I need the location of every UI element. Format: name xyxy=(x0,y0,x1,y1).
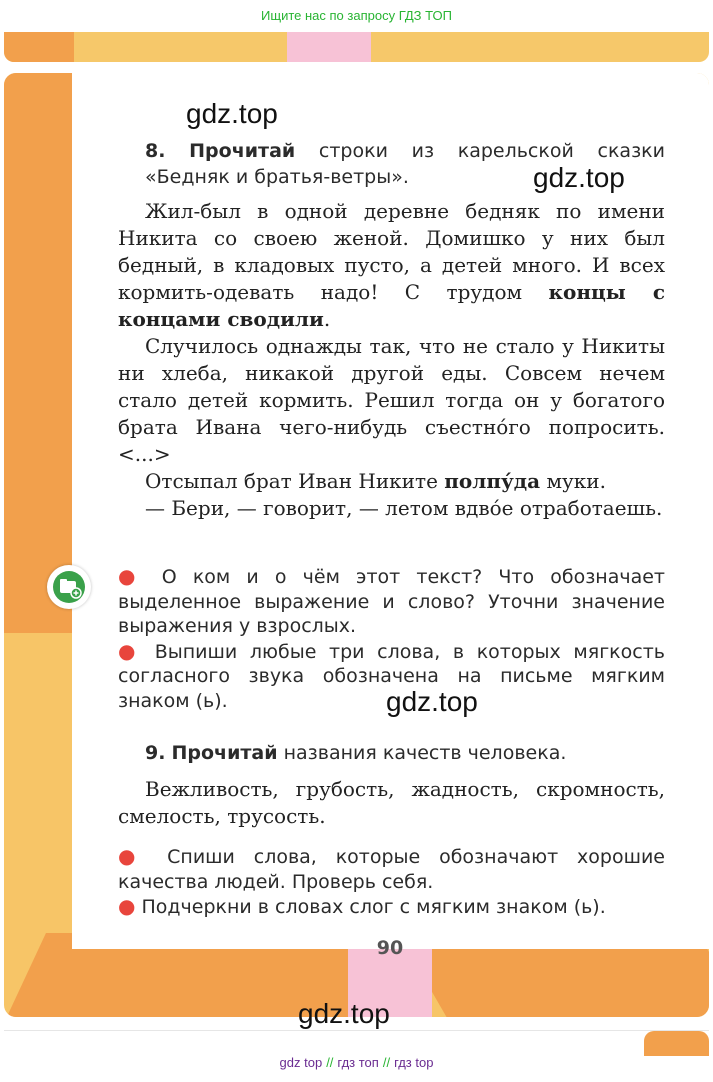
exercise-9-tasks xyxy=(118,844,665,920)
task-2-text: Выпиши любые три слова, в которых мягкость согласного звука обозначена на письме мягким знаком (ь). xyxy=(118,640,665,712)
exercise-8-instruction: строки из карельской сказки «Бедняк и братья-ветры». xyxy=(145,140,665,188)
story-paragraph-3 xyxy=(118,468,665,495)
watermark: gdz.top xyxy=(386,686,478,717)
footer-separator: // xyxy=(326,1055,334,1070)
next-page-corner-decor xyxy=(644,1031,709,1056)
exercise-9-task-1 xyxy=(118,844,665,894)
exercise-8-number: 8. xyxy=(145,140,166,162)
background-orange-left xyxy=(4,73,72,633)
exercise-8-verb: Прочитай xyxy=(189,140,296,162)
exercise-9-words: Вежливость, грубость, жадность, скромность, смелость, трусость. xyxy=(118,777,665,828)
highlighted-expression: концы с концами сводили xyxy=(118,280,666,331)
folder-plus-icon-graphic xyxy=(51,569,87,605)
footer-separator: // xyxy=(382,1055,391,1070)
story-p1-end: . xyxy=(323,307,331,331)
watermark: gdz.top xyxy=(186,98,278,129)
footer-links xyxy=(0,1055,713,1075)
page-number: 90 xyxy=(376,937,404,959)
story-p3-end: муки. xyxy=(546,469,606,493)
highlighted-word: полпу́да xyxy=(444,469,541,493)
exercise-9-heading xyxy=(145,740,665,766)
task-1-text: О ком и о чём этот текст? Что обозначает выделенное выражение и слово? Уточни значение выражения у взрослых. xyxy=(118,566,665,637)
bullet-icon: ● xyxy=(118,638,143,663)
exercise-9-verb: Прочитай xyxy=(171,742,278,764)
exercise-9-instruction: названия качеств человека. xyxy=(283,742,567,764)
watermark: gdz.top xyxy=(533,162,625,193)
footer-link[interactable]: gdz top xyxy=(279,1055,323,1070)
bullet-icon: ● xyxy=(118,894,136,918)
story-paragraph-2: Случилось однажды так, что не стало у Никиты ни хлеба, никакой другой еды. Совсем нечем стало детей кормить. Решил тогда он у богатого брата Ивана чего-нибудь съестно́го попросить. <...> xyxy=(118,334,665,466)
folder-plus-icon[interactable] xyxy=(47,565,91,609)
bullet-icon: ● xyxy=(118,564,146,588)
previous-page-strip xyxy=(4,32,709,62)
watermark: gdz.top xyxy=(298,998,390,1029)
bullet-icon: ● xyxy=(118,844,149,868)
task-1-text: Спиши слова, которые обозначают хорошие качества людей. Проверь себя. xyxy=(118,846,665,893)
story-p1-text: Жил-был в одной деревне бедняк по имени Никита со своею женой. Домишко у них был бедный, в кладовых пусто, а детей много. И всех кормить-одевать надо! С трудом xyxy=(118,199,665,304)
footer-link[interactable]: гдз top xyxy=(394,1055,434,1070)
strip-pink-decor xyxy=(287,32,371,62)
story-paragraph-4: — Бери, — говорит, — летом вдво́е отработаешь. xyxy=(145,496,663,520)
next-page-strip xyxy=(4,1030,709,1056)
story-text xyxy=(118,198,665,522)
exercise-8-task-1 xyxy=(118,564,665,639)
story-p3-text: Отсыпал брат Иван Никите xyxy=(145,469,438,493)
strip-orange-decor xyxy=(4,32,74,62)
story-paragraph-1 xyxy=(118,198,665,333)
top-banner[interactable]: Ищите нас по запросу ГДЗ ТОП xyxy=(261,8,452,23)
task-2-text: Подчеркни в словах слог с мягким знаком (ь). xyxy=(141,896,606,918)
exercise-9-task-2 xyxy=(118,894,665,920)
footer-link[interactable]: гдз топ xyxy=(337,1055,379,1070)
exercise-9-number: 9. xyxy=(145,742,166,764)
